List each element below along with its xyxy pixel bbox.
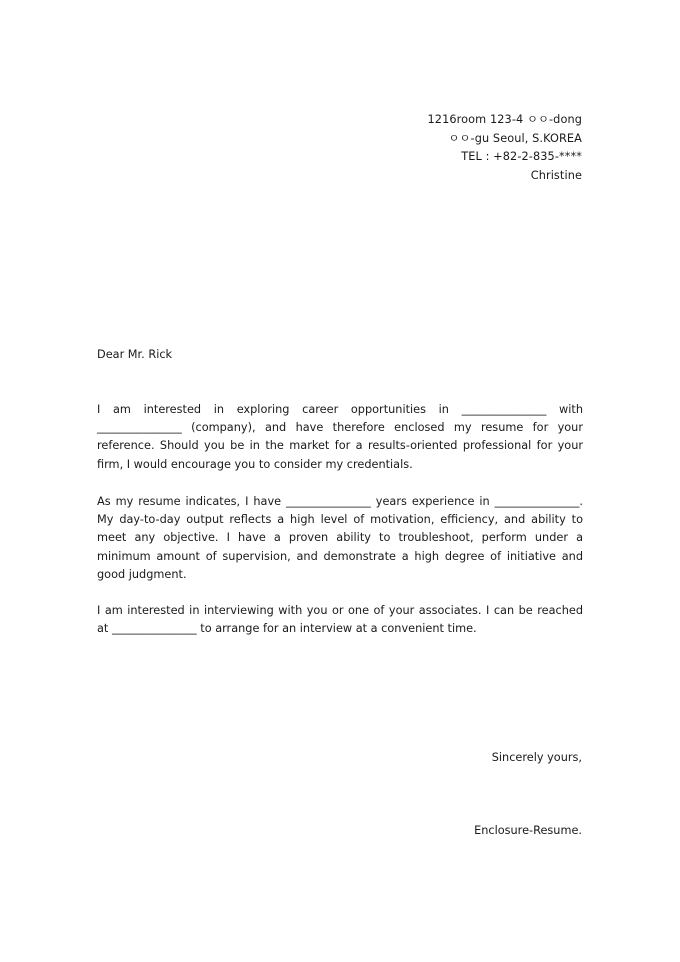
body-paragraph-3: I am interested in interviewing with you or one of your associates. I can be reached at _______________ to arrange for an interview at a convenient time. bbox=[97, 604, 583, 636]
salutation: Dear Mr. Rick bbox=[97, 348, 173, 361]
closing-line: Sincerely yours, bbox=[491, 751, 582, 764]
sender-address-line: 1216room 123-4 ㅇㅇ-dong bbox=[427, 113, 582, 126]
body-paragraph-2: As my resume indicates, I have _______________ years experience in _______________. My day-to-day output reflects a high level of motivation, efficiency, and ability to meet any objective. I have a proven ability to troubleshoot, perform under a minimum amount of supervision, and demonstrate a high degree of initiative and good judgment. bbox=[97, 495, 583, 581]
enclosure-note: Enclosure-Resume. bbox=[474, 824, 582, 837]
body-paragraph-1: I am interested in exploring career opportunities in _______________ with _______________ (company), and have therefore enclosed my resume for your reference. Should you be in the market for a results-oriented professional for your firm, I would encourage you to consider my credentials. bbox=[97, 403, 583, 471]
sender-name: Christine bbox=[530, 168, 582, 182]
sender-phone-line: TEL : +82-2-835-**** bbox=[461, 150, 582, 163]
sender-address-block bbox=[428, 111, 583, 185]
sender-city-line: ㅇㅇ-gu Seoul, S.KOREA bbox=[448, 131, 582, 145]
